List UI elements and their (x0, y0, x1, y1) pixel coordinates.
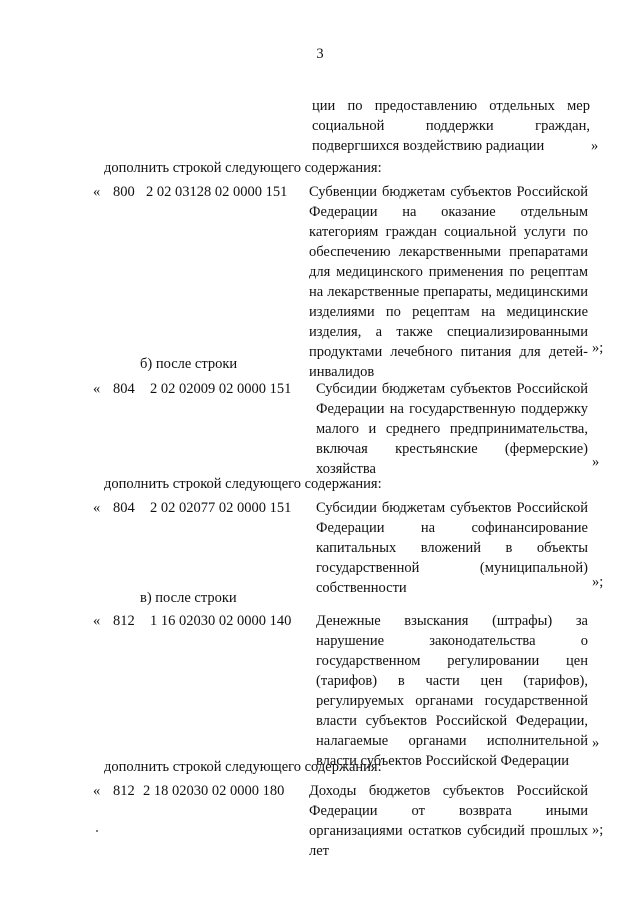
admin-code: 804 (113, 500, 135, 516)
entry-description: Денежные взыскания (штрафы) за нарушение законодательства о государственном регулировании цен (тарифов) в части цен (тарифов), регулируемых органами государственной власти субъектов Российской Федерации, налагаемые органами исполнительной власти субъектов Российской Федерации (316, 613, 588, 769)
budget-code: 2 02 03128 02 0000 151 (146, 184, 288, 200)
opening-quote: « (93, 613, 101, 629)
instruction-text: дополнить строкой следующего содержания: (104, 476, 382, 492)
admin-code: 812 (113, 613, 135, 629)
scan-speck (96, 830, 98, 832)
admin-code: 804 (113, 381, 135, 397)
admin-code: 800 (113, 184, 135, 200)
entry-description: Субсидии бюджетам субъектов Российской Федерации на государственную поддержку малого и среднего предпринимательства, включая крестьянские (фермерские) хозяйства (316, 381, 588, 477)
entry-description: Доходы бюджетов субъектов Российской Федерации от возврата иными организациями остатков субсидий прошлых лет (309, 783, 588, 859)
instruction-text: дополнить строкой следующего содержания: (104, 160, 382, 176)
opening-quote: « (93, 184, 101, 200)
budget-code: 2 18 02030 02 0000 180 (143, 783, 285, 799)
closing-quote: » (592, 454, 600, 470)
budget-code: 2 02 02009 02 0000 151 (150, 381, 292, 397)
entry-description: Субсидии бюджетам субъектов Российской Федерации на софинансирование капитальных вложений в объекты государственной (муниципальной) собственности (316, 500, 588, 596)
opening-quote: « (93, 500, 101, 516)
budget-code: 2 02 02077 02 0000 151 (150, 500, 292, 516)
opening-quote: « (93, 381, 101, 397)
closing-quote: » (592, 735, 600, 751)
page-number: 3 (316, 46, 324, 62)
admin-code: 812 (113, 783, 135, 799)
opening-quote: « (93, 783, 101, 799)
entry-description: Субвенции бюджетам субъектов Российской Федерации на оказание отдельным категориям граждан социальной услуги по обеспечению лекарственными препаратами для медицинского применения по рецептам на лекарственные препараты, медицинскими изделиями по рецептам на медицинские изделия, а также специализированными продуктами лечебного питания для детей-инвалидов (309, 184, 588, 380)
list-item-label: б) после строки (140, 356, 238, 372)
closing-quote: »; (592, 822, 604, 838)
closing-quote: »; (592, 574, 604, 590)
fragment-text: ции по предоставлению отдельных мер социальной поддержки граждан, подвергшихся воздействию радиации (312, 98, 590, 154)
instruction-text: дополнить строкой следующего содержания: (104, 759, 382, 775)
list-item-label: в) после строки (140, 590, 237, 606)
budget-code: 1 16 02030 02 0000 140 (150, 613, 292, 629)
closing-quote: » (591, 138, 599, 154)
closing-quote: »; (592, 340, 604, 356)
